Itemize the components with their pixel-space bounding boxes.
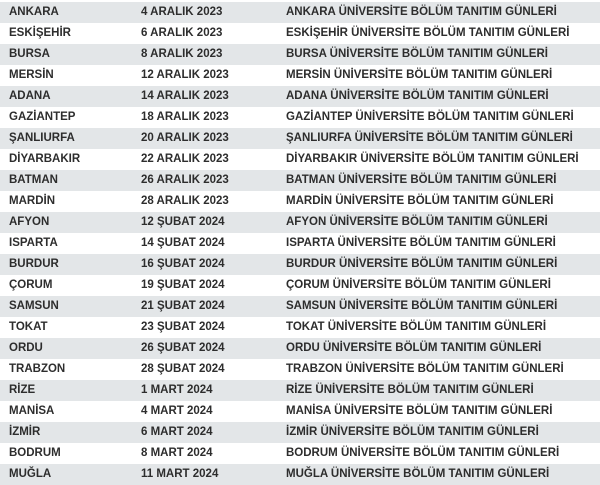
- table-row: [0, 128, 600, 149]
- event-cell: SAMSUN ÜNİVERSİTE BÖLÜM TANITIM GÜNLERİ: [286, 300, 558, 312]
- date-cell: 26 ŞUBAT 2024: [141, 342, 225, 354]
- table-row: [0, 233, 600, 254]
- date-cell: 4 MART 2024: [141, 405, 213, 417]
- date-cell: 12 ŞUBAT 2024: [141, 216, 225, 228]
- city-cell: TOKAT: [9, 321, 48, 333]
- table-row: [0, 170, 600, 191]
- city-cell: MARDİN: [9, 195, 55, 207]
- table-row: [0, 338, 600, 359]
- date-cell: 18 ARALIK 2023: [141, 111, 229, 123]
- city-cell: GAZİANTEP: [9, 111, 76, 123]
- table-row: [0, 86, 600, 107]
- date-cell: 28 ARALIK 2023: [141, 195, 229, 207]
- date-cell: 12 ARALIK 2023: [141, 69, 229, 81]
- event-cell: İZMİR ÜNİVERSİTE BÖLÜM TANITIM GÜNLERİ: [286, 426, 539, 438]
- city-cell: MANİSA: [9, 405, 55, 417]
- date-cell: 22 ARALIK 2023: [141, 153, 229, 165]
- event-cell: ADANA ÜNİVERSİTE BÖLÜM TANITIM GÜNLERİ: [286, 90, 549, 102]
- date-cell: 20 ARALIK 2023: [141, 132, 229, 144]
- table-row: [0, 149, 600, 170]
- city-cell: BURSA: [9, 48, 50, 60]
- event-cell: BURSA ÜNİVERSİTE BÖLÜM TANITIM GÜNLERİ: [286, 48, 548, 60]
- table-row: [0, 212, 600, 233]
- city-cell: DİYARBAKIR: [9, 153, 81, 165]
- table-row: [0, 422, 600, 443]
- city-cell: ESKİŞEHİR: [9, 27, 71, 39]
- event-cell: ORDU ÜNİVERSİTE BÖLÜM TANITIM GÜNLERİ: [286, 342, 542, 354]
- event-cell: MUĞLA ÜNİVERSİTE BÖLÜM TANITIM GÜNLERİ: [286, 468, 550, 480]
- table-row: [0, 464, 600, 485]
- city-cell: ŞANLIURFA: [9, 132, 75, 144]
- city-cell: SAMSUN: [9, 300, 59, 312]
- date-cell: 26 ARALIK 2023: [141, 174, 229, 186]
- event-cell: MANİSA ÜNİVERSİTE BÖLÜM TANITIM GÜNLERİ: [286, 405, 553, 417]
- date-cell: 4 ARALIK 2023: [141, 6, 223, 18]
- event-cell: ISPARTA ÜNİVERSİTE BÖLÜM TANITIM GÜNLERİ: [286, 237, 556, 249]
- city-cell: ÇORUM: [9, 279, 53, 291]
- city-cell: MERSİN: [9, 69, 54, 81]
- event-cell: BODRUM ÜNİVERSİTE BÖLÜM TANITIM GÜNLERİ: [286, 447, 560, 459]
- event-cell: BATMAN ÜNİVERSİTE BÖLÜM TANITIM GÜNLERİ: [286, 174, 557, 186]
- city-cell: TRABZON: [9, 363, 66, 375]
- city-cell: BODRUM: [9, 447, 61, 459]
- date-cell: 11 MART 2024: [141, 468, 219, 480]
- city-cell: MUĞLA: [9, 468, 52, 480]
- date-cell: 16 ŞUBAT 2024: [141, 258, 225, 270]
- date-cell: 14 ŞUBAT 2024: [141, 237, 225, 249]
- event-cell: TOKAT ÜNİVERSİTE BÖLÜM TANITIM GÜNLERİ: [286, 321, 547, 333]
- city-cell: ISPARTA: [9, 237, 58, 249]
- table-row: [0, 191, 600, 212]
- city-cell: ADANA: [9, 90, 51, 102]
- city-cell: RİZE: [9, 384, 36, 396]
- city-cell: BURDUR: [9, 258, 59, 270]
- table-row: [0, 296, 600, 317]
- table-row: [0, 2, 600, 23]
- table-row: [0, 23, 600, 44]
- table-row: [0, 443, 600, 464]
- event-cell: MARDİN ÜNİVERSİTE BÖLÜM TANITIM GÜNLERİ: [286, 195, 554, 207]
- table-row: [0, 317, 600, 338]
- city-cell: İZMİR: [9, 426, 41, 438]
- date-cell: 8 ARALIK 2023: [141, 48, 223, 60]
- event-cell: ESKİŞEHİR ÜNİVERSİTE BÖLÜM TANITIM GÜNLERİ: [286, 27, 570, 39]
- date-cell: 8 MART 2024: [141, 447, 213, 459]
- date-cell: 21 ŞUBAT 2024: [141, 300, 225, 312]
- table-row: [0, 380, 600, 401]
- date-cell: 23 ŞUBAT 2024: [141, 321, 225, 333]
- city-cell: BATMAN: [9, 174, 58, 186]
- date-cell: 28 ŞUBAT 2024: [141, 363, 225, 375]
- event-cell: DİYARBAKIR ÜNİVERSİTE BÖLÜM TANITIM GÜNLERİ: [286, 153, 579, 165]
- event-cell: ŞANLIURFA ÜNİVERSİTE BÖLÜM TANITIM GÜNLERİ: [286, 132, 573, 144]
- table-row: [0, 65, 600, 86]
- date-cell: 6 ARALIK 2023: [141, 27, 223, 39]
- table-row: [0, 401, 600, 422]
- event-cell: AFYON ÜNİVERSİTE BÖLÜM TANITIM GÜNLERİ: [286, 216, 548, 228]
- date-cell: 6 MART 2024: [141, 426, 213, 438]
- date-cell: 14 ARALIK 2023: [141, 90, 229, 102]
- event-cell: MERSİN ÜNİVERSİTE BÖLÜM TANITIM GÜNLERİ: [286, 69, 553, 81]
- table-row: [0, 359, 600, 380]
- table-row: [0, 275, 600, 296]
- event-cell: ÇORUM ÜNİVERSİTE BÖLÜM TANITIM GÜNLERİ: [286, 279, 551, 291]
- table-row: [0, 254, 600, 275]
- city-cell: ORDU: [9, 342, 43, 354]
- event-cell: BURDUR ÜNİVERSİTE BÖLÜM TANITIM GÜNLERİ: [286, 258, 558, 270]
- city-cell: ANKARA: [9, 6, 59, 18]
- table-row: [0, 107, 600, 128]
- city-cell: AFYON: [9, 216, 50, 228]
- event-cell: RİZE ÜNİVERSİTE BÖLÜM TANITIM GÜNLERİ: [286, 384, 534, 396]
- event-cell: TRABZON ÜNİVERSİTE BÖLÜM TANITIM GÜNLERİ: [286, 363, 564, 375]
- table-row: [0, 44, 600, 65]
- event-cell: ANKARA ÜNİVERSİTE BÖLÜM TANITIM GÜNLERİ: [286, 6, 557, 18]
- event-cell: GAZİANTEP ÜNİVERSİTE BÖLÜM TANITIM GÜNLERİ: [286, 111, 574, 123]
- date-cell: 19 ŞUBAT 2024: [141, 279, 225, 291]
- date-cell: 1 MART 2024: [141, 384, 213, 396]
